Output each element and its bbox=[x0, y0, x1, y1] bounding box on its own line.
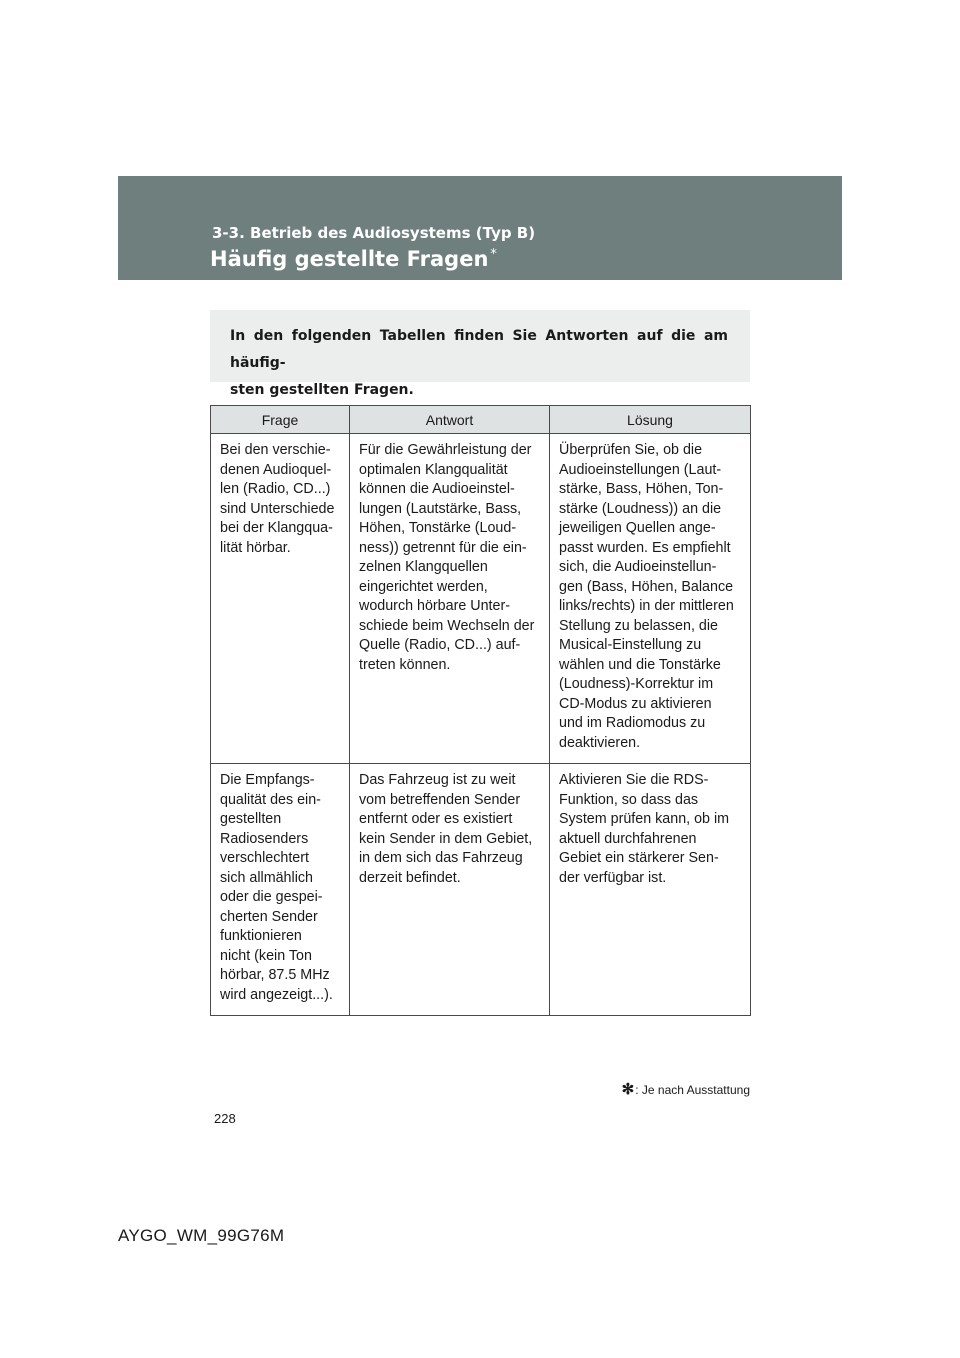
solution-cell: Überprüfen Sie, ob die Audioeinstellungen (Laut- stärke, Bass, Höhen, Ton- stärke (Loudness)) an die jeweiligen Quellen ange- passt wurden. Es empfiehlt sich, die Audioeinstellun- gen (Bass, Höhen, Balance links/rechts) in der mittleren Stellung zu belassen, die Musical-Einstellung zu wählen und die Tonstärke (Loudness)-Korrektur im CD-Modus zu aktivieren und im Radiomodus zu deaktivieren. bbox=[550, 434, 751, 764]
intro-text: In den folgenden Tabellen finden Sie Antworten auf die am häufig- sten gestellten Fragen. bbox=[230, 328, 728, 398]
question-cell: Die Empfangs- qualität des ein- gestellten Radiosenders verschlechtert sich allmählich oder die gespei- cherten Sender funktionieren nicht (kein Ton hörbar, 87.5 MHz wird angezeigt...). bbox=[211, 764, 350, 1016]
page-title bbox=[210, 247, 497, 271]
document-code: AYGO_WM_99G76M bbox=[118, 1226, 285, 1245]
footnote-text: : Je nach Ausstattung bbox=[635, 1083, 750, 1097]
column-header-frage: Frage bbox=[211, 406, 350, 434]
column-header-loesung: Lösung bbox=[550, 406, 751, 434]
intro-box bbox=[210, 310, 750, 398]
page-number: 228 bbox=[214, 1111, 236, 1126]
page-title-text: Häufig gestellte Fragen bbox=[210, 247, 489, 271]
table-header-row bbox=[211, 406, 751, 434]
footnote-marker: ✻ bbox=[621, 1081, 635, 1098]
table-row bbox=[211, 764, 751, 1016]
question-cell: Bei den verschie- denen Audioquel- len (Radio, CD...) sind Unterschiede bei der Klangqua- lität hörbar. bbox=[211, 434, 350, 764]
column-header-antwort: Antwort bbox=[350, 406, 550, 434]
faq-table bbox=[210, 405, 751, 1016]
section-label: 3-3. Betrieb des Audiosystems (Typ B) bbox=[212, 224, 536, 242]
table-row bbox=[211, 434, 751, 764]
footnote bbox=[610, 1080, 750, 1098]
answer-cell: Das Fahrzeug ist zu weit vom betreffenden Sender entfernt oder es existiert kein Sender in dem Gebiet, in dem sich das Fahrzeug derzeit befindet. bbox=[350, 764, 550, 1016]
answer-cell: Für die Gewährleistung der optimalen Klangqualität können die Audioeinstel- lungen (Lautstärke, Bass, Höhen, Tonstärke (Loud- ness)) getrennt für die ein- zelnen Klangquellen eingerichtet werden, wodurch hörbare Unter- schiede beim Wechseln der Quelle (Radio, CD...) auf- treten können. bbox=[350, 434, 550, 764]
title-footnote-marker: * bbox=[490, 247, 497, 262]
solution-cell: Aktivieren Sie die RDS- Funktion, so dass das System prüfen kann, ob im aktuell durchfahrenen Gebiet ein stärkerer Sen- der verfügbar ist. bbox=[550, 764, 751, 1016]
